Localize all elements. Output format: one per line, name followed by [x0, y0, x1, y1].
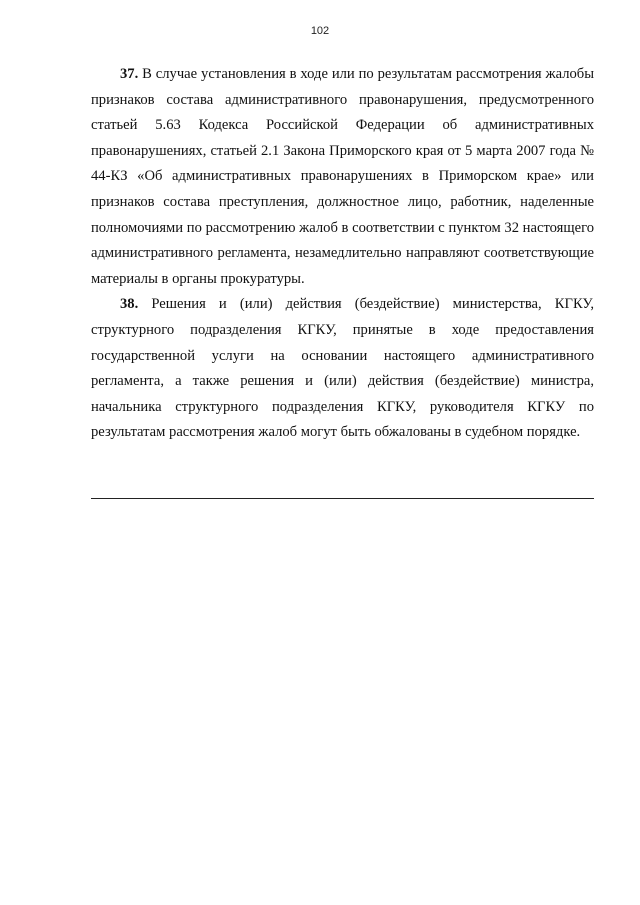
paragraph-number: 37. — [120, 66, 139, 82]
paragraph-37 — [91, 62, 594, 292]
paragraph-text: В случае установления в ходе или по результатам рассмотрения жалобы признаков состава административного правонарушения, предусмотренного статьей 5.63 Кодекса Российской Федерации об административных правонарушениях, статьей 2.1 Закона Приморского края от 5 марта 2007 года № 44-КЗ «Об административных правонарушениях в Приморском крае» или признаков состава преступления, должностное лицо, работник, наделенные полномочиями по рассмотрению жалоб в соответствии с пунктом 32 настоящего административного регламента, незамедлительно направляют соответствующие материалы в органы прокуратуры. — [91, 66, 594, 287]
paragraph-38 — [91, 292, 594, 446]
page-number: 102 — [310, 25, 330, 37]
paragraph-text: Решения и (или) действия (бездействие) министерства, КГКУ, структурного подразделения КГКУ, принятые в ходе предоставления государственной услуги на основании настоящего административного регламента, а также решения и (или) действия (бездействие) министра, начальника структурного подразделения КГКУ, руководителя КГКУ по результатам рассмотрения жалоб могут быть обжалованы в судебном порядке. — [91, 296, 594, 441]
document-body — [91, 62, 594, 446]
section-divider — [91, 498, 594, 499]
paragraph-number: 38. — [120, 296, 139, 313]
